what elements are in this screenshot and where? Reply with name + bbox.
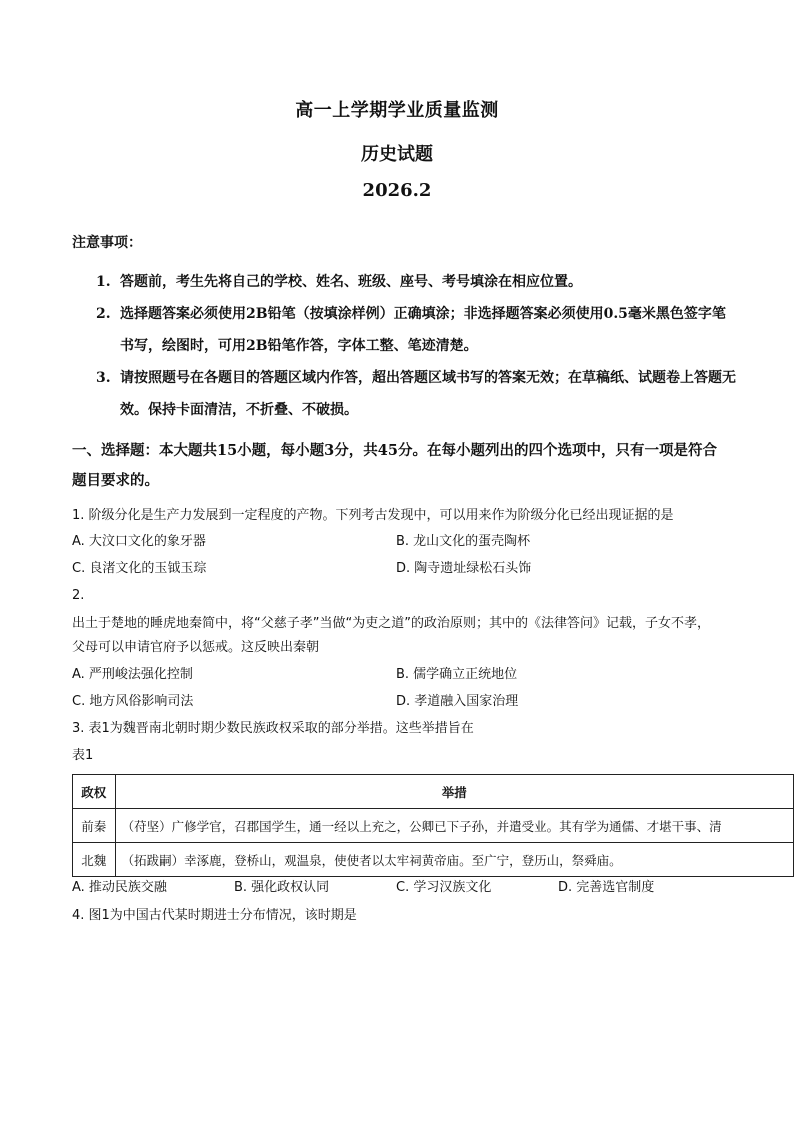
table-cell: 北魏 — [73, 843, 116, 877]
table-header-cell: 举措 — [115, 775, 793, 809]
exam-date: 2026.2 — [362, 180, 432, 201]
table-cell: 前秦 — [73, 809, 116, 843]
table-cell: （苻坚）广修学官，召郡国学生，通一经以上充之，公卿已下子孙，并遣受业。其有学为通儒、才堪干事、清 — [115, 809, 793, 843]
exam-subject: 历史试题 — [361, 144, 433, 165]
measures-table — [72, 774, 794, 877]
notice-item-text: 请按照题号在各题目的答题区域内作答，超出答题区域书写的答案无效；在草稿纸、试题卷上答题无效。保持卡面清洁，不折叠、不破损。 — [120, 370, 736, 418]
exam-title: 高一上学期学业质量监测 — [295, 100, 499, 121]
section-heading: 一、选择题：本大题共15小题，每小题3分，共45分。在每小题列出的四个选项中，只有一项是符合题目要求的。 — [72, 442, 717, 489]
question-2-stem: 出土于楚地的睡虎地秦简中，将“父慈子孝”当做“为吏之道”的政治原则；其中的《法律答问》记载，子女不孝，父母可以申请官府予以惩戒。这反映出秦朝 — [72, 616, 710, 655]
table-cell: （拓跋嗣）幸涿鹿，登桥山，观温泉，使使者以太牢祠黄帝庙。至广宁，登历山，祭舜庙。 — [115, 843, 793, 877]
table-header-cell: 政权 — [73, 775, 116, 809]
notice-item-text: 选择题答案必须使用2B铅笔（按填涂样例）正确填涂；非选择题答案必须使用0.5毫米黑色签字笔书写，绘图时，可用2B铅笔作答，字体工整、笔迹清楚。 — [120, 306, 726, 354]
table-label: 表1 — [72, 748, 94, 763]
notice-heading: 注意事项： — [72, 235, 142, 251]
question-1-option-c: C. 良渚文化的玉钺玉琮 — [72, 561, 207, 576]
question-2-number: 2. — [72, 588, 85, 603]
question-3-option-b: B. 强化政权认同 — [234, 880, 330, 895]
question-3-option-c: C. 学习汉族文化 — [396, 880, 492, 895]
question-2-option-a: A. 严刑峻法强化控制 — [72, 667, 193, 682]
question-2-option-b: B. 儒学确立正统地位 — [396, 667, 518, 682]
question-4-stem: 4. 图1为中国古代某时期进士分布情况，该时期是 — [72, 908, 357, 923]
notice-item-number: 3. — [96, 370, 111, 386]
table-header-row — [73, 775, 794, 809]
question-3-stem: 3. 表1为魏晋南北朝时期少数民族政权采取的部分举措。这些举措旨在 — [72, 721, 474, 736]
notice-item-number: 2. — [96, 306, 111, 322]
question-1-option-b: B. 龙山文化的蛋壳陶杯 — [396, 534, 531, 549]
question-2-option-d: D. 孝道融入国家治理 — [396, 694, 519, 709]
question-1-option-a: A. 大汶口文化的象牙器 — [72, 534, 206, 549]
table-row — [73, 843, 794, 877]
question-1-stem: 1. 阶级分化是生产力发展到一定程度的产物。下列考古发现中，可以用来作为阶级分化已经出现证据的是 — [72, 508, 674, 523]
notice-item-text: 答题前，考生先将自己的学校、姓名、班级、座号、考号填涂在相应位置。 — [120, 274, 582, 290]
question-3-option-a: A. 推动民族交融 — [72, 880, 167, 895]
question-1-option-d: D. 陶寺遗址绿松石头饰 — [396, 561, 532, 576]
table-row — [73, 809, 794, 843]
question-3-option-d: D. 完善选官制度 — [558, 880, 655, 895]
question-2-option-c: C. 地方风俗影响司法 — [72, 694, 194, 709]
notice-item-number: 1. — [96, 274, 111, 290]
